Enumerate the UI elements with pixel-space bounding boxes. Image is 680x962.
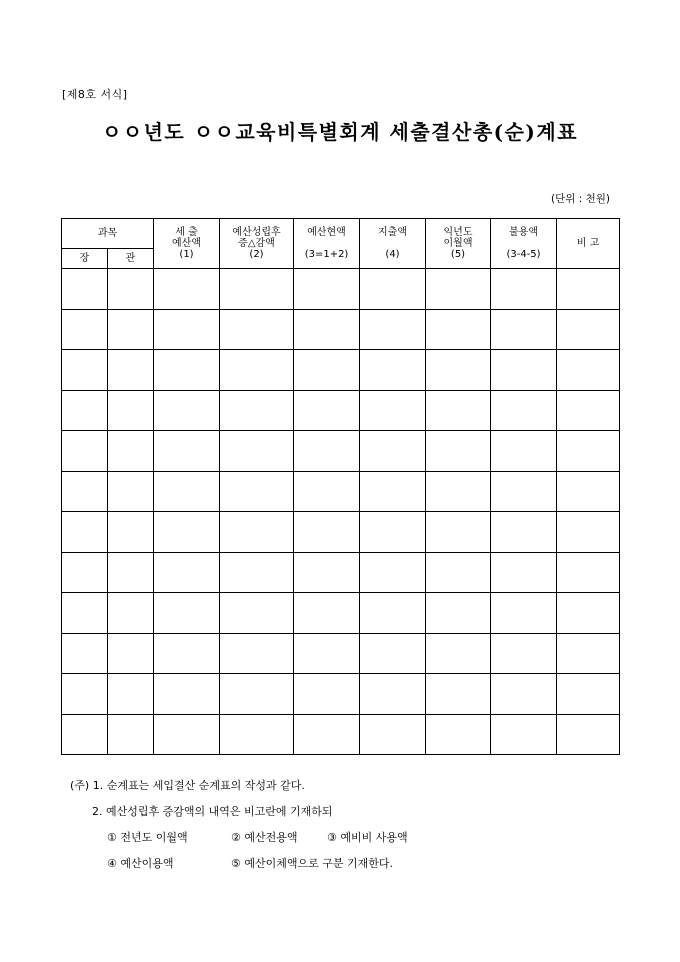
table-cell xyxy=(360,269,426,310)
table-cell xyxy=(557,309,620,350)
table-cell xyxy=(491,633,557,674)
table-cell xyxy=(557,269,620,310)
table-row xyxy=(62,674,620,715)
table-cell xyxy=(426,390,491,431)
table-cell xyxy=(62,390,108,431)
table-cell xyxy=(426,552,491,593)
table-cell xyxy=(108,714,154,755)
table-cell xyxy=(426,714,491,755)
table-cell xyxy=(62,552,108,593)
table-cell xyxy=(108,390,154,431)
table-cell xyxy=(220,593,294,634)
header-carryover-line2: 이월액 xyxy=(443,238,473,249)
header-gwan: 관 xyxy=(108,249,154,269)
note-item-1: ① 전년도 이월액 xyxy=(107,831,188,844)
table-cell xyxy=(108,552,154,593)
table-cell xyxy=(360,633,426,674)
table-cell xyxy=(426,633,491,674)
table-cell xyxy=(62,714,108,755)
table-cell xyxy=(108,471,154,512)
table-cell xyxy=(426,269,491,310)
header-change-line2: 증△감액 xyxy=(238,238,275,249)
table-cell xyxy=(154,633,220,674)
table-cell xyxy=(108,309,154,350)
header-remarks: 비 고 xyxy=(557,219,620,269)
table-row xyxy=(62,714,620,755)
header-change xyxy=(220,219,294,269)
table-cell xyxy=(154,512,220,553)
table-cell xyxy=(62,512,108,553)
table-cell xyxy=(154,471,220,512)
table-cell xyxy=(557,431,620,472)
table-cell xyxy=(360,593,426,634)
table-cell xyxy=(426,674,491,715)
note-1: (주) 1. 순계표는 세입결산 순계표의 작성과 같다. xyxy=(70,779,305,792)
table-cell xyxy=(557,552,620,593)
header-subject: 과목 xyxy=(62,219,154,249)
table-cell xyxy=(220,431,294,472)
table-row xyxy=(62,512,620,553)
table-cell xyxy=(426,471,491,512)
note-items-row1 xyxy=(107,825,408,851)
table-cell xyxy=(62,674,108,715)
table-cell xyxy=(108,350,154,391)
page-title: ㅇㅇ년도 ㅇㅇ교육비특별회계 세출결산총(순)계표 xyxy=(101,120,579,144)
note-item-5: ⑤ 예산이체액으로 구분 기재한다. xyxy=(231,857,393,870)
unit-label: (단위 : 천원) xyxy=(551,193,610,205)
header-unused-line3: (3-4-5) xyxy=(506,249,541,260)
table-cell xyxy=(557,674,620,715)
note-item-3: ③ 예비비 사용액 xyxy=(327,831,408,844)
table-cell xyxy=(220,309,294,350)
table-cell xyxy=(108,674,154,715)
table-cell xyxy=(62,309,108,350)
table-cell xyxy=(360,390,426,431)
table-row xyxy=(62,633,620,674)
table-cell xyxy=(294,390,360,431)
table-cell xyxy=(360,431,426,472)
table-cell xyxy=(154,269,220,310)
table-cell xyxy=(220,674,294,715)
table-cell xyxy=(294,309,360,350)
header-current-line1: 예산현액 xyxy=(307,227,346,238)
table-cell xyxy=(294,269,360,310)
table-cell xyxy=(220,390,294,431)
note-item-2: ② 예산전용액 xyxy=(231,831,298,844)
table-cell xyxy=(557,512,620,553)
table-cell xyxy=(491,593,557,634)
table-cell xyxy=(557,714,620,755)
header-current-line3: (3=1+2) xyxy=(304,249,349,260)
table-row xyxy=(62,390,620,431)
table-cell xyxy=(108,431,154,472)
table-cell xyxy=(154,309,220,350)
table-cell xyxy=(154,552,220,593)
table-cell xyxy=(491,350,557,391)
table-cell xyxy=(294,674,360,715)
table-row xyxy=(62,431,620,472)
table-cell xyxy=(294,714,360,755)
table-cell xyxy=(557,593,620,634)
table-cell xyxy=(360,309,426,350)
table-cell xyxy=(360,471,426,512)
header-spent-line3: (4) xyxy=(385,249,400,260)
settlement-table xyxy=(61,218,620,755)
note-item-4: ④ 예산이용액 xyxy=(107,857,174,870)
table-row xyxy=(62,471,620,512)
header-budget-line3: (1) xyxy=(179,249,194,260)
table-cell xyxy=(154,390,220,431)
table-cell xyxy=(491,714,557,755)
table-cell xyxy=(426,350,491,391)
header-budget xyxy=(154,219,220,269)
table-cell xyxy=(62,593,108,634)
table-cell xyxy=(491,309,557,350)
table-cell xyxy=(220,269,294,310)
table-cell xyxy=(220,512,294,553)
table-cell xyxy=(294,633,360,674)
table-cell xyxy=(426,309,491,350)
table-cell xyxy=(108,512,154,553)
header-spent-line1: 지출액 xyxy=(378,227,407,238)
header-budget-line1: 세 출 xyxy=(175,227,198,238)
header-jang: 장 xyxy=(62,249,108,269)
table-cell xyxy=(491,674,557,715)
table-cell xyxy=(294,512,360,553)
table-cell xyxy=(557,390,620,431)
notes xyxy=(70,773,408,877)
table-cell xyxy=(62,269,108,310)
table-cell xyxy=(108,269,154,310)
header-spent xyxy=(360,219,426,269)
table-cell xyxy=(294,552,360,593)
table-row xyxy=(62,309,620,350)
table-cell xyxy=(557,471,620,512)
table-cell xyxy=(220,471,294,512)
table-cell xyxy=(220,714,294,755)
table-cell xyxy=(557,633,620,674)
table-cell xyxy=(491,431,557,472)
table-cell xyxy=(426,593,491,634)
table-cell xyxy=(426,512,491,553)
table-cell xyxy=(154,431,220,472)
table-cell xyxy=(220,552,294,593)
header-carryover xyxy=(426,219,491,269)
note-2: 2. 예산성립후 증감액의 내역은 비고란에 기재하되 xyxy=(92,805,333,818)
table-row xyxy=(62,552,620,593)
header-carryover-line3: (5) xyxy=(450,249,466,260)
table-cell xyxy=(220,633,294,674)
header-current xyxy=(294,219,360,269)
table-cell xyxy=(108,633,154,674)
header-change-line3: (2) xyxy=(249,249,264,260)
table-cell xyxy=(491,269,557,310)
form-number: [제8호 서식] xyxy=(62,88,128,101)
table-cell xyxy=(360,674,426,715)
table-cell xyxy=(62,471,108,512)
table-cell xyxy=(294,471,360,512)
table-cell xyxy=(491,552,557,593)
table-cell xyxy=(154,674,220,715)
table-cell xyxy=(360,512,426,553)
header-unused xyxy=(491,219,557,269)
table-row xyxy=(62,593,620,634)
table-cell xyxy=(108,593,154,634)
note-items-row2 xyxy=(107,851,408,877)
table-row xyxy=(62,269,620,310)
table-cell xyxy=(220,350,294,391)
table-cell xyxy=(360,552,426,593)
table-cell xyxy=(154,714,220,755)
table-cell xyxy=(294,593,360,634)
table-cell xyxy=(491,471,557,512)
table-cell xyxy=(294,350,360,391)
header-budget-line2: 예산액 xyxy=(172,238,201,249)
table-cell xyxy=(426,431,491,472)
table-cell xyxy=(62,350,108,391)
table-cell xyxy=(294,431,360,472)
table-cell xyxy=(491,512,557,553)
header-change-line1: 예산성립후 xyxy=(232,227,281,238)
header-unused-line1: 불용액 xyxy=(509,227,538,238)
table-cell xyxy=(154,593,220,634)
table-cell xyxy=(360,714,426,755)
header-carryover-line1: 익년도 xyxy=(443,227,473,238)
table-row xyxy=(62,350,620,391)
table-cell xyxy=(360,350,426,391)
table-cell xyxy=(557,350,620,391)
table-cell xyxy=(154,350,220,391)
table-cell xyxy=(62,431,108,472)
table-cell xyxy=(62,633,108,674)
table-cell xyxy=(491,390,557,431)
